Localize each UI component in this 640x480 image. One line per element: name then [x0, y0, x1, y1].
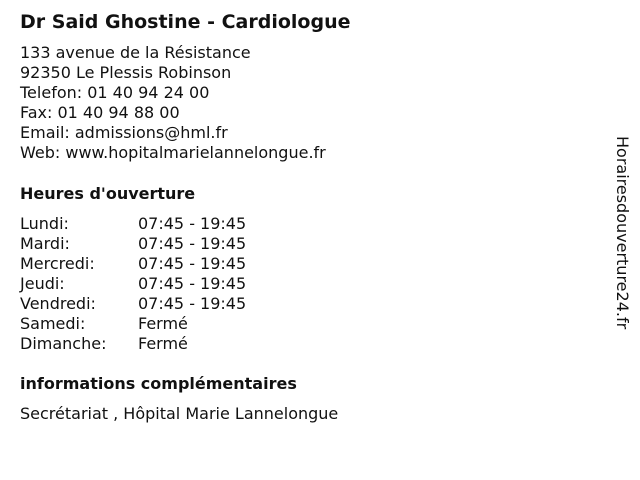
- day-label: Mardi:: [20, 234, 70, 253]
- info-heading: informations complémentaires: [20, 374, 297, 393]
- contact-block: [20, 43, 326, 163]
- time-value: Fermé: [138, 334, 188, 353]
- day-label: Jeudi:: [20, 274, 65, 293]
- hours-row-tuesday: [20, 234, 246, 254]
- time-value: 07:45 - 19:45: [138, 214, 247, 233]
- day-label: Samedi:: [20, 314, 86, 333]
- hours-heading: Heures d'ouverture: [20, 184, 196, 203]
- info-text: Secrétariat , Hôpital Marie Lannelongue: [20, 404, 339, 423]
- time-value: 07:45 - 19:45: [138, 294, 247, 313]
- day-label: Mercredi:: [20, 254, 95, 273]
- website: Web: www.hopitalmarielannelongue.fr: [20, 143, 326, 162]
- page-title: Dr Said Ghostine - Cardiologue: [20, 11, 351, 33]
- day-label: Dimanche:: [20, 334, 107, 353]
- hours-row-wednesday: [20, 254, 246, 274]
- hours-row-saturday: [20, 314, 246, 334]
- hours-row-thursday: [20, 274, 246, 294]
- watermark-text: Horairesdouverture24.fr: [613, 136, 632, 330]
- time-value: 07:45 - 19:45: [138, 254, 247, 273]
- hours-table: [20, 214, 246, 354]
- fax-number: Fax: 01 40 94 88 00: [20, 103, 180, 122]
- hours-row-friday: [20, 294, 246, 314]
- time-value: 07:45 - 19:45: [138, 274, 247, 293]
- day-label: Vendredi:: [20, 294, 96, 313]
- phone-number: Telefon: 01 40 94 24 00: [20, 83, 210, 102]
- hours-row-sunday: [20, 334, 246, 354]
- time-value: Fermé: [138, 314, 188, 333]
- address-street: 133 avenue de la Résistance: [20, 43, 251, 62]
- time-value: 07:45 - 19:45: [138, 234, 247, 253]
- hours-row-monday: [20, 214, 246, 234]
- email-address: Email: admissions@hml.fr: [20, 123, 228, 142]
- address-city: 92350 Le Plessis Robinson: [20, 63, 232, 82]
- day-label: Lundi:: [20, 214, 69, 233]
